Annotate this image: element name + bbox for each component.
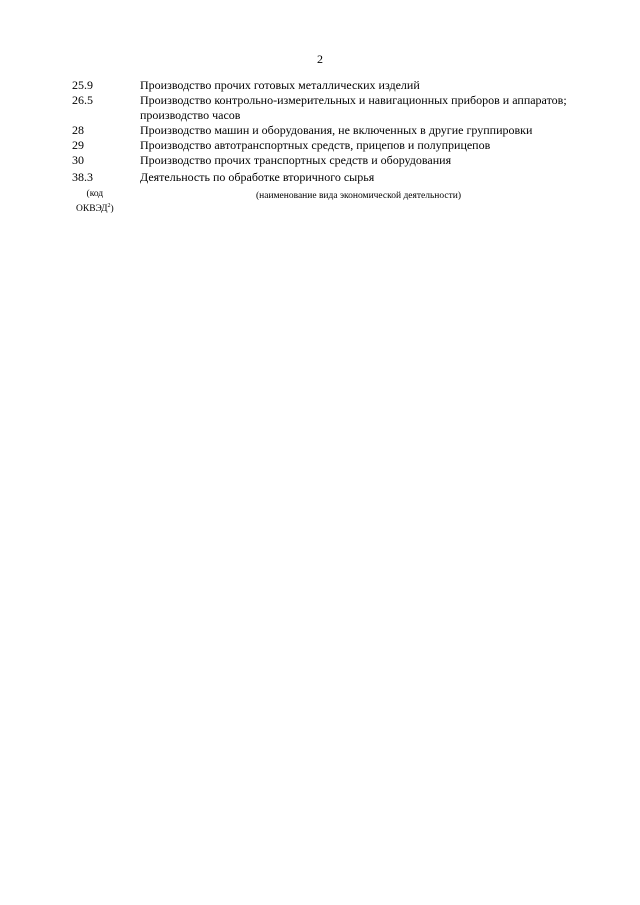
activity-row [72,123,592,138]
activity-row [72,170,592,185]
okved-code: 26.5 [72,93,93,107]
activity-row [72,93,592,123]
code-caption-line2: ОКВЭД [76,204,108,215]
field-captions [70,188,590,218]
footnote-mark: 2 [107,203,111,209]
okved-code: 25.9 [72,78,93,92]
okved-code: 28 [72,123,84,137]
activity-row [72,153,592,168]
code-caption-line1: (код [86,189,104,199]
activity-row [72,138,592,153]
activity-name: Производство контрольно-измерительных и навигационных приборов и аппаратов; производство часов [140,93,567,122]
okved-code: 29 [72,138,84,152]
activity-list [72,78,592,185]
activity-name-caption: (наименование вида экономической деятельности) [256,191,461,201]
activity-name: Производство машин и оборудования, не включенных в другие группировки [140,123,533,137]
okved-code: 38.3 [72,170,93,184]
activity-name: Производство прочих готовых металлических изделий [140,78,420,92]
okved-code-caption [76,188,114,215]
activity-name: Производство прочих транспортных средств и оборудования [140,153,452,167]
page-number: 2 [317,52,323,66]
activity-name: Производство автотранспортных средств, прицепов и полуприцепов [140,138,491,152]
okved-code: 30 [72,153,84,167]
activity-row [72,78,592,93]
code-caption-close: ) [110,204,114,215]
activity-name: Деятельность по обработке вторичного сырья [140,170,375,184]
